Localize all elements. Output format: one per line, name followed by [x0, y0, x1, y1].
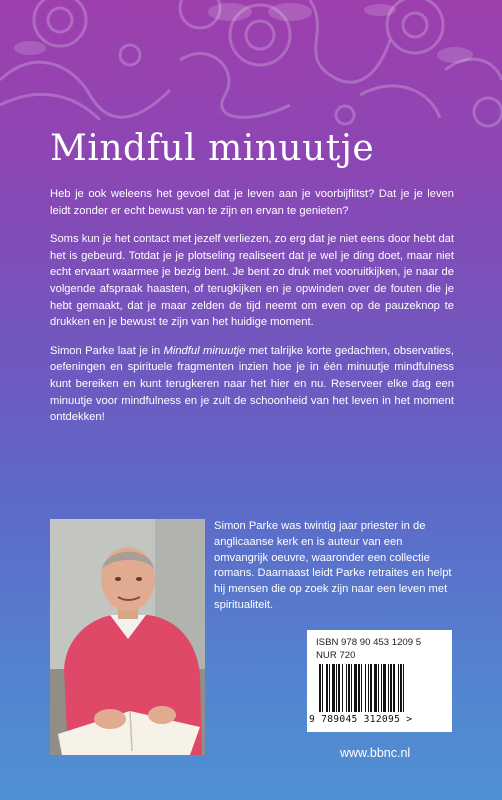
blurb — [50, 186, 454, 438]
author-bio-text: Simon Parke was twintig jaar priester in de anglicaanse kerk en is auteur van een omvangrijk oeuvre, waaronder een collectie romans. Daarnaast leidt Parke retraites en helpt hij mensen die op zoek zijn naar een leven met spiritualiteit. — [214, 520, 452, 611]
author-photo — [50, 519, 205, 755]
blurb-paragraph-3 — [50, 343, 454, 426]
blurb-text: met talrijke korte gedachten, observaties, oefeningen en spirituele fragmenten inzien hoe je in één minuutje mindfulness kunt bereiken en kunt terugkeren naar het hier en nu. Reserveer elke dag een minuutje voor mindfulness en je zult de schoonheid van het leven in het moment ontdekken! — [50, 344, 454, 424]
publisher-website: www.bbnc.nl — [340, 746, 411, 760]
blurb-text: Simon Parke laat je in — [50, 344, 164, 357]
book-title: Mindful minuutje — [50, 128, 375, 169]
blurb-paragraph-1: Heb je ook weleens het gevoel dat je leven aan je voorbijflitst? Dat je je leven leidt zonder er echt bewust van te zijn en ervan te genieten? — [50, 188, 454, 217]
author-bio — [214, 519, 452, 614]
author-photo-icon — [50, 519, 205, 755]
barcode-box — [307, 630, 452, 732]
blurb-paragraph-2: Soms kun je het contact met jezelf verliezen, zo erg dat je niet eens door hebt dat het is gebeurd. Totdat je je plotseling realiseert dat je wel je ding doet, maar niet echt ervaart waarmee je bezig bent. Je bent zo druk met vooruitkijken, je naar de volgende afspraak haasten, of terugkijken en je opwinden over de fouten die je hebt gemaakt, dat je maar zelden de tijd neemt om even op de pauzeknop te drukken en je bewust te zijn van het huidige moment. — [50, 233, 454, 329]
barcode-icon — [319, 664, 440, 714]
isbn: ISBN 978 90 453 1209 5 — [316, 637, 422, 648]
nur-code: NUR 720 — [316, 650, 356, 661]
book-title-inline: Mindful minuutje — [163, 344, 246, 357]
barcode-digits: 9 789045 312095 > — [309, 714, 413, 725]
floral-ornament-icon — [0, 0, 502, 130]
